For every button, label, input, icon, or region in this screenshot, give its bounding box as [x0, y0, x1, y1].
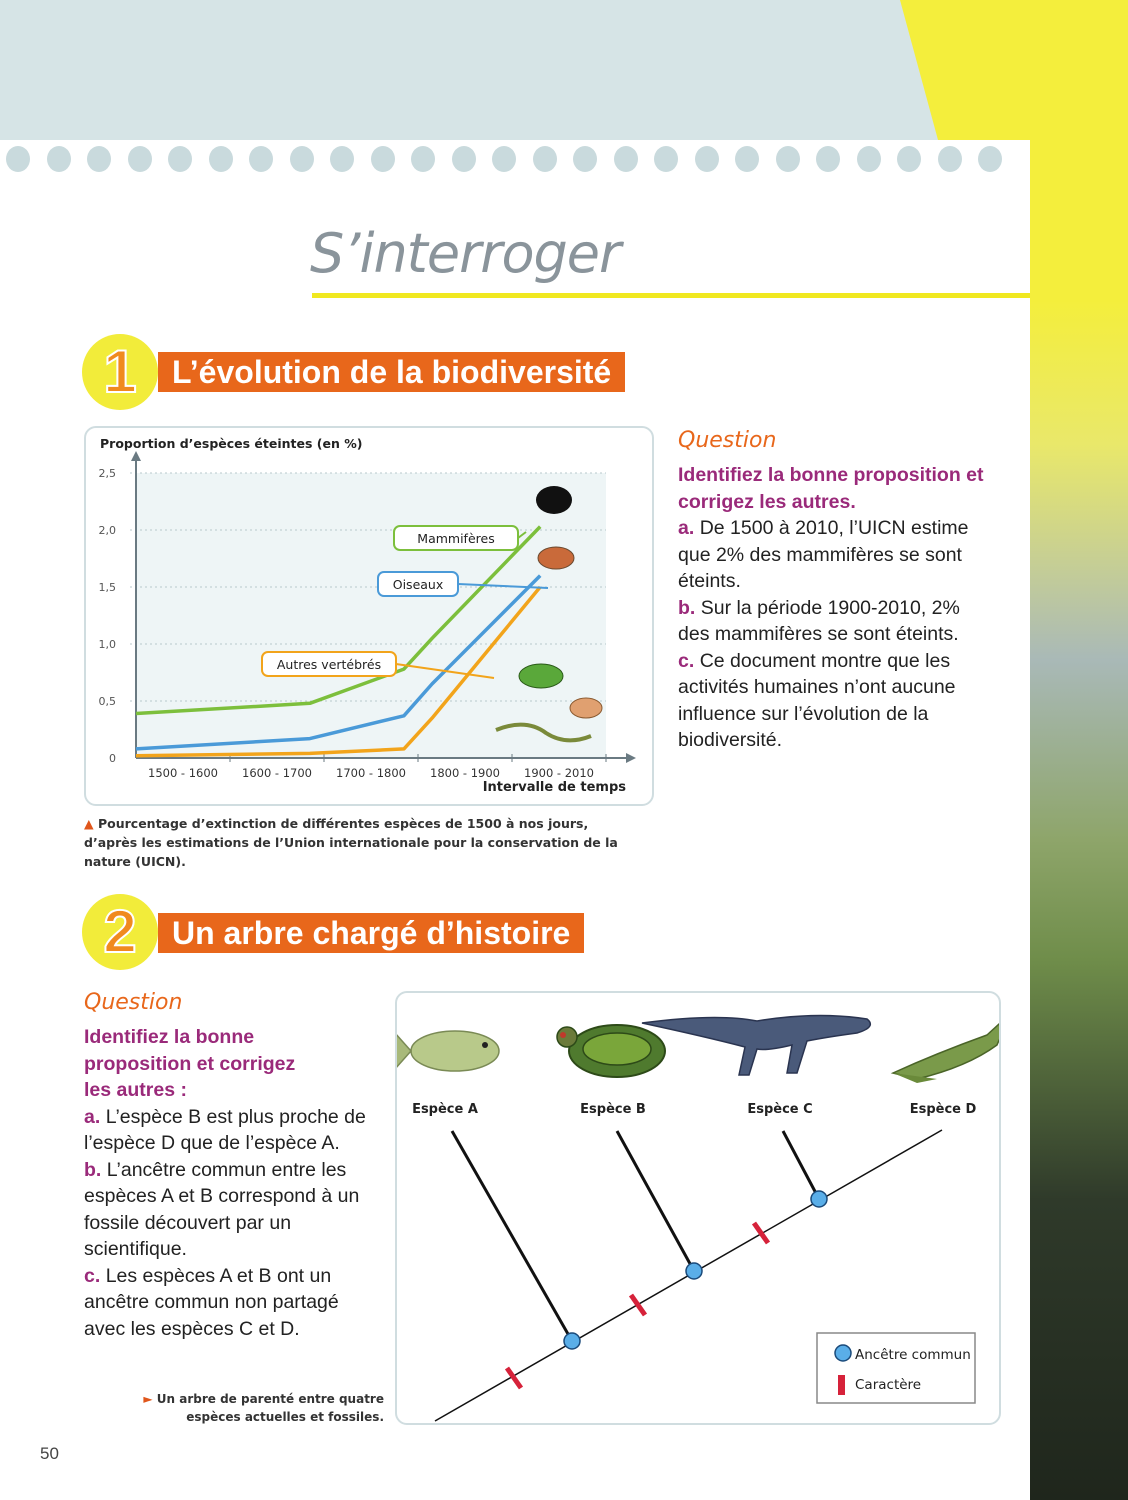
- fish-icon: [397, 1031, 499, 1071]
- phylogenetic-tree-svg: [397, 993, 999, 1423]
- page-number: 50: [40, 1444, 59, 1463]
- common-ancestor-cd: [811, 1191, 827, 1207]
- notebook-hole: [371, 146, 395, 172]
- extinction-chart-svg: [86, 428, 652, 804]
- plot-area: [136, 473, 606, 758]
- chart-caption-text: Pourcentage d’extinction de différentes espèces de 1500 à nos jours, d’après les estimations de l’Union internationale pour la conservation de la nature (UICN).: [84, 816, 618, 869]
- notebook-hole: [168, 146, 192, 172]
- x-tick-label: 1500 - 1600: [148, 766, 218, 780]
- section2-item-b: b. L’ancêtre commun entre les espèces A et B correspond à un fossile découvert par un scientifique.: [84, 1158, 360, 1260]
- y-tick-label: 1,0: [98, 638, 116, 651]
- notebook-hole: [776, 146, 800, 172]
- turtle-icon: [557, 1025, 665, 1077]
- notebook-hole: [6, 146, 30, 172]
- tree-legend: [817, 1333, 975, 1403]
- dinosaur-icon: [642, 1015, 870, 1075]
- branch-c: [783, 1131, 819, 1199]
- series-label: Oiseaux: [392, 577, 444, 592]
- notebook-hole: [897, 146, 921, 172]
- section1-item-b: b. Sur la période 1900-2010, 2% des mammifères se sont éteints.: [678, 596, 960, 645]
- legend-character-label: Caractère: [855, 1377, 922, 1393]
- notebook-hole: [290, 146, 314, 172]
- section1-item-a: a. De 1500 à 2010, l’UICN estime que 2% des mammifères se sont éteints.: [678, 517, 969, 592]
- section1-number: 1: [82, 334, 158, 410]
- y-axis-arrow-icon: [131, 451, 141, 461]
- title-underline: [312, 293, 1030, 298]
- section1-question: [678, 462, 988, 754]
- character-mark: [754, 1223, 768, 1243]
- bird-icon: [538, 547, 574, 569]
- section2-question: [84, 1024, 384, 1342]
- series-label: Mammifères: [417, 531, 495, 546]
- common-ancestor-ab: [564, 1333, 580, 1349]
- common-ancestor-abc: [686, 1263, 702, 1279]
- species-a-label: Espèce A: [412, 1102, 478, 1117]
- character-mark: [631, 1295, 645, 1315]
- notebook-hole: [938, 146, 962, 172]
- notebook-holes: [0, 140, 1030, 180]
- notebook-hole: [816, 146, 840, 172]
- legend-ancestor-label: Ancêtre commun: [855, 1347, 971, 1363]
- phylogenetic-tree: [395, 991, 1001, 1425]
- legend-character-icon: [838, 1375, 845, 1395]
- notebook-hole: [330, 146, 354, 172]
- page-title: S’interroger: [310, 222, 621, 285]
- section2-item-c: c. Les espèces A et B ont un ancêtre commun non partagé avec les espèces C et D.: [84, 1264, 339, 1340]
- section2-item-a: a. L’espèce B est plus proche de l’espèce D que de l’espèce A.: [84, 1105, 366, 1154]
- tree-caption-text: Un arbre de parenté entre quatre espèces actuelles et fossiles.: [156, 1392, 384, 1424]
- notebook-hole: [452, 146, 476, 172]
- x-tick-label: 1800 - 1900: [430, 766, 500, 780]
- section1-title: L’évolution de la biodiversité: [158, 352, 625, 392]
- extinction-chart: [84, 426, 654, 806]
- section1-question-title: Question: [678, 428, 777, 453]
- branch-b: [617, 1131, 694, 1271]
- caption-triangle-icon: ▲: [84, 816, 98, 831]
- notebook-hole: [614, 146, 638, 172]
- species-d-label: Espèce D: [909, 1102, 977, 1117]
- notebook-hole: [249, 146, 273, 172]
- notebook-hole: [857, 146, 881, 172]
- y-tick-label: 2,5: [98, 467, 116, 480]
- frog-icon: [519, 664, 563, 688]
- notebook-hole: [695, 146, 719, 172]
- notebook-hole: [411, 146, 435, 172]
- section2-question-lead: Identifiez la bonne proposition et corrigez les autres :: [84, 1026, 296, 1101]
- y-tick-label: 1,5: [98, 581, 116, 594]
- legend-ancestor-icon: [835, 1345, 851, 1361]
- side-photo: [1030, 300, 1128, 1500]
- x-tick-label: 1900 - 2010: [524, 766, 594, 780]
- series-label: Autres vertébrés: [276, 657, 382, 672]
- branch-a: [452, 1131, 572, 1341]
- section2-question-title: Question: [84, 990, 183, 1015]
- section1-question-lead: Identifiez la bonne proposition et corrigez les autres.: [678, 464, 984, 513]
- y-tick-label: 2,0: [98, 524, 116, 537]
- chart-caption: [84, 814, 624, 871]
- notebook-hole: [47, 146, 71, 172]
- species-b-label: Espèce B: [580, 1102, 646, 1117]
- x-axis-arrow-icon: [626, 753, 636, 763]
- notebook-hole: [573, 146, 597, 172]
- y-tick-label: 0: [109, 752, 116, 765]
- fish-icon: [570, 698, 602, 718]
- notebook-hole: [735, 146, 759, 172]
- notebook-hole: [209, 146, 233, 172]
- species-c-label: Espèce C: [747, 1102, 813, 1117]
- notebook-hole: [87, 146, 111, 172]
- notebook-hole: [533, 146, 557, 172]
- section2-number: 2: [82, 894, 158, 970]
- notebook-hole: [128, 146, 152, 172]
- caption-arrow-icon: ►: [143, 1392, 157, 1406]
- tree-caption: [100, 1390, 384, 1426]
- y-tick-label: 0,5: [98, 695, 116, 708]
- x-tick-label: 1600 - 1700: [242, 766, 312, 780]
- cat-icon: [536, 486, 572, 514]
- x-tick-label: 1700 - 1800: [336, 766, 406, 780]
- notebook-hole: [492, 146, 516, 172]
- crocodile-icon: [893, 1007, 999, 1083]
- x-axis-label: Intervalle de temps: [482, 780, 626, 795]
- notebook-hole: [978, 146, 1002, 172]
- section2-title: Un arbre chargé d’histoire: [158, 913, 584, 953]
- notebook-hole: [654, 146, 678, 172]
- section1-item-c: c. Ce document montre que les activités humaines n’ont aucune influence sur l’évolution de la biodiversité.: [678, 649, 956, 751]
- y-axis-label: Proportion d’espèces éteintes (en %): [100, 436, 363, 451]
